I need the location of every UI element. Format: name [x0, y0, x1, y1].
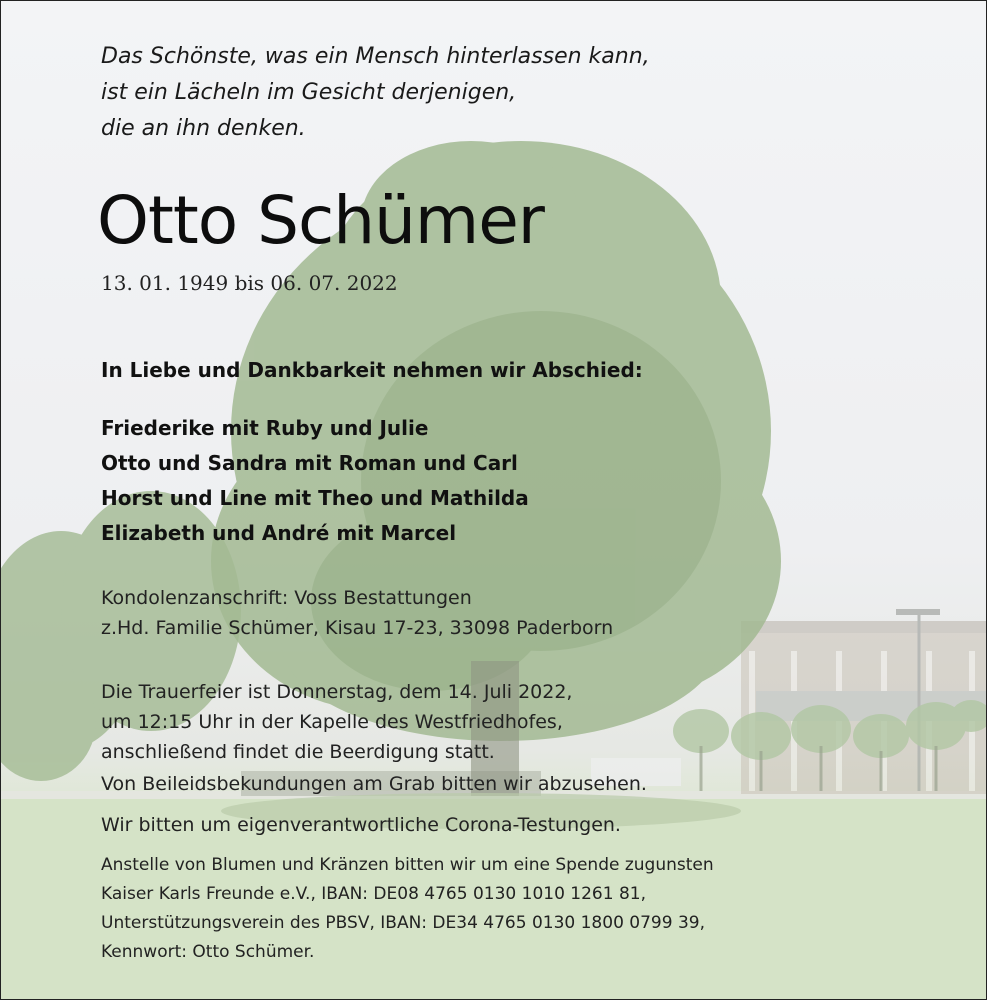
service-line: Die Trauerfeier ist Donnerstag, dem 14. Juli 2022, — [101, 681, 573, 703]
service-line: anschließend findet die Beerdigung statt. — [101, 741, 495, 763]
corona-note: Wir bitten um eigenverantwortliche Corona-Testungen. — [101, 814, 621, 836]
funeral-service-info — [101, 677, 572, 767]
mourner-entry: Horst und Line mit Theo und Mathilda — [101, 486, 529, 510]
mourner-entry: Otto und Sandra mit Roman und Carl — [101, 451, 518, 475]
life-dates: 13. 01. 1949 bis 06. 07. 2022 — [101, 271, 398, 295]
address-line: z.Hd. Familie Schümer, Kisau 17-23, 33098 Paderborn — [101, 617, 614, 639]
mourners-list — [101, 411, 529, 551]
memorial-quote — [101, 39, 721, 147]
donation-line: Kennwort: Otto Schümer. — [101, 942, 315, 962]
donation-info — [101, 851, 714, 967]
donation-line: Unterstützungsverein des PBSV, IBAN: DE34 4765 0130 1800 0799 39, — [101, 913, 705, 933]
quote-line: die an ihn denken. — [101, 116, 306, 141]
address-line: Kondolenzanschrift: Voss Bestattungen — [101, 587, 472, 609]
quote-line: Das Schönste, was ein Mensch hinterlassen kann, — [101, 44, 650, 69]
building — [741, 609, 986, 794]
mourner-entry: Friederike mit Ruby und Julie — [101, 416, 429, 440]
donation-line: Kaiser Karls Freunde e.V., IBAN: DE08 4765 0130 1010 1261 81, — [101, 884, 646, 904]
deceased-name: Otto Schümer — [97, 182, 544, 259]
donation-line: Anstelle von Blumen und Kränzen bitten wir um eine Spende zugunsten — [101, 855, 714, 875]
mourner-entry: Elizabeth und André mit Marcel — [101, 521, 457, 545]
service-line: um 12:15 Uhr in der Kapelle des Westfriedhofes, — [101, 711, 563, 733]
condolence-address — [101, 583, 613, 643]
condolence-note: Von Beileidsbekundungen am Grab bitten wir abzusehen. — [101, 773, 647, 795]
farewell-heading: In Liebe und Dankbarkeit nehmen wir Abschied: — [101, 358, 643, 382]
quote-line: ist ein Lächeln im Gesicht derjenigen, — [101, 80, 517, 105]
